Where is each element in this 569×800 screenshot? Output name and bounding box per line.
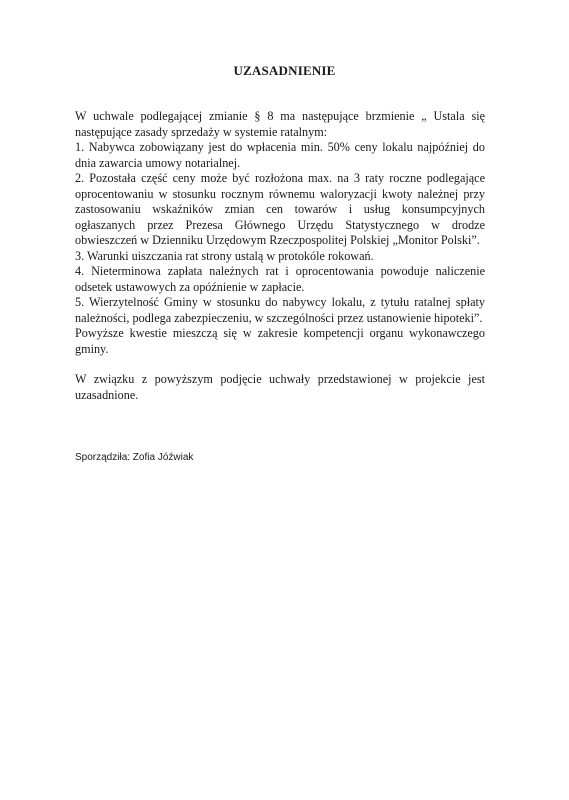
paragraph-point-3: 3. Warunki uiszczania rat strony ustalą w protokóle rokowań.: [75, 248, 374, 263]
paragraph-intro: W uchwale podlegającej zmianie § 8 ma następujące brzmienie „ Ustala się następujące zasady sprzedaży w systemie ratalnym:: [75, 109, 485, 139]
paragraph-conclusion: W związku z powyższym podjęcie uchwały przedstawionej w projekcie jest uzasadnione.: [75, 372, 485, 402]
document-title: UZASADNIENIE: [233, 63, 336, 78]
paragraph-point-2: 2. Pozostała część ceny może być rozłożona max. na 3 raty roczne podlegające oprocentowaniu w stosunku rocznym równemu waloryzacji kwoty należnej przy zastosowaniu wskaźników zmian cen towarów i usług konsumpcyjnych ogłaszanych przez Prezesa Głównego Urzędu Statystycznego w drodze obwieszczeń w Dzienniku Urzędowym Rzeczpospolitej Polskiej „Monitor Polski”.: [75, 171, 485, 247]
author-signature: Sporządziła: Zofia Jóźwiak: [75, 452, 194, 463]
paragraph-competence: Powyższe kwestie mieszczą się w zakresie kompetencji organu wykonawczego gminy.: [75, 326, 485, 356]
document-body: [75, 109, 485, 403]
paragraph-point-1: 1. Nabywca zobowiązany jest do wpłacenia min. 50% ceny lokalu najpóźniej do dnia zawarcia umowy notarialnej.: [75, 140, 485, 170]
paragraph-point-4: 4. Nieterminowa zapłata należnych rat i oprocentowania powoduje naliczenie odsetek ustawowych za opóźnienie w zapłacie.: [75, 264, 485, 294]
paragraph-point-5: 5. Wierzytelność Gminy w stosunku do nabywcy lokalu, z tytułu ratalnej spłaty należności, podlega zabezpieczeniu, w szczególności przez ustanowienie hipoteki”.: [75, 295, 485, 325]
